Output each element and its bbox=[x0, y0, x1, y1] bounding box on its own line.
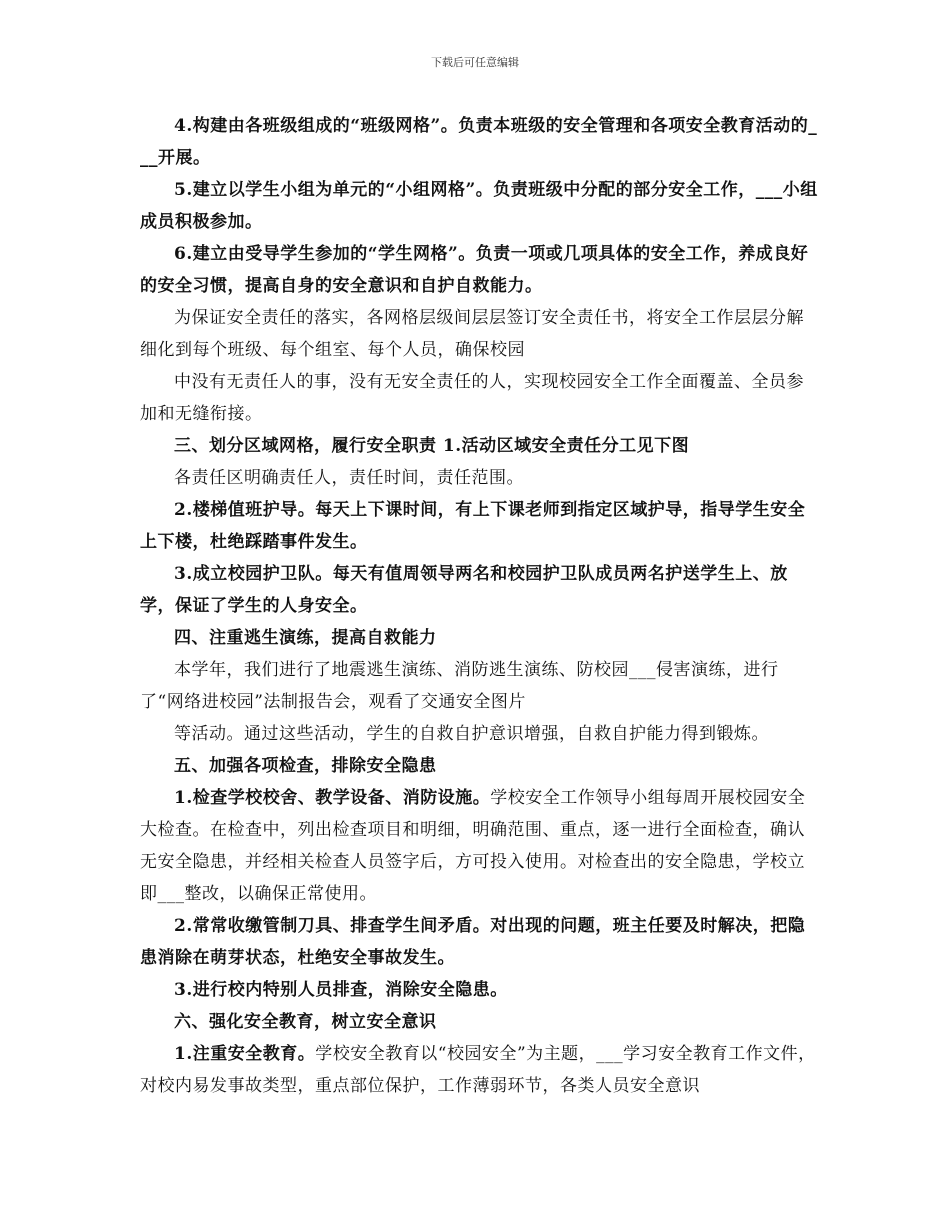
paragraph-8 bbox=[140, 494, 820, 558]
paragraph-13 bbox=[140, 750, 820, 782]
paragraph-17-bold: 六、强化安全教育，树立安全意识 bbox=[174, 1012, 437, 1032]
paragraph-6 bbox=[140, 430, 820, 462]
paragraph-17 bbox=[140, 1006, 820, 1038]
paragraph-14-bold: 1.检查学校校舍、教学设备、消防设施。 bbox=[174, 788, 491, 808]
paragraph-16-bold: 3.进行校内特别人员排查，消除安全隐患。 bbox=[174, 980, 508, 1000]
paragraph-16 bbox=[140, 974, 820, 1006]
paragraph-7 bbox=[140, 462, 820, 494]
paragraph-5 bbox=[140, 366, 820, 430]
paragraph-1-bold: 4.构建由各班级组成的“班级网格”。负责本班级的安全管理和各项安全教育活动的___开展。 bbox=[140, 116, 818, 168]
paragraph-2-bold: 5.建立以学生小组为单元的“小组网格”。负责班级中分配的部分安全工作，___小组成员积极参加。 bbox=[140, 180, 818, 232]
paragraph-15 bbox=[140, 910, 820, 974]
paragraph-9 bbox=[140, 558, 820, 622]
paragraph-4-text: 为保证安全责任的落实，各网格层级间层层签订安全责任书，将安全工作层层分解细化到每个班级、每个组室、每个人员，确保校园 bbox=[140, 308, 804, 360]
paragraph-4 bbox=[140, 302, 820, 366]
paragraph-9-bold: 3.成立校园护卫队。每天有值周领导两名和校园护卫队成员两名护送学生上、放学，保证了学生的人身安全。 bbox=[140, 564, 788, 616]
paragraph-7-text: 各责任区明确责任人，责任时间，责任范围。 bbox=[174, 468, 524, 488]
page-header: 下载后可任意编辑 bbox=[431, 56, 519, 69]
paragraph-3 bbox=[140, 238, 820, 302]
paragraph-3-bold: 6.建立由受导学生参加的“学生网格”。负责一项或几项具体的安全工作，养成良好的安全习惯，提高自身的安全意识和自护自救能力。 bbox=[140, 244, 809, 296]
document-body bbox=[140, 110, 820, 1102]
paragraph-18-bold: 1.注重安全教育。 bbox=[174, 1044, 316, 1064]
paragraph-2 bbox=[140, 174, 820, 238]
paragraph-11-text: 本学年，我们进行了地震逃生演练、消防逃生演练、防校园___侵害演练，进行了“网络进校园”法制报告会，观看了交通安全图片 bbox=[140, 660, 779, 712]
paragraph-6-bold: 三、划分区域网格，履行安全职责 1.活动区域安全责任分工见下图 bbox=[174, 436, 690, 456]
paragraph-11 bbox=[140, 654, 820, 718]
paragraph-13-bold: 五、加强各项检查，排除安全隐患 bbox=[174, 756, 437, 776]
paragraph-12 bbox=[140, 718, 820, 750]
paragraph-18 bbox=[140, 1038, 820, 1102]
paragraph-5-text: 中没有无责任人的事，没有无安全责任的人，实现校园安全工作全面覆盖、全员参加和无缝衔接。 bbox=[140, 372, 804, 424]
paragraph-18-text: 学校安全教育以“校园安全”为主题，___学习安全教育工作文件，对校内易发事故类型，重点部位保护，工作薄弱环节，各类人员安全意识 bbox=[140, 1044, 816, 1096]
paragraph-14-text: 学校安全工作领导小组每周开展校园安全大检查。在检查中，列出检查项目和明细，明确范围、重点，逐一进行全面检查，确认无安全隐患，并经相关检查人员签字后，方可投入使用。对检查出的安全隐患，学校立即___整改，以确保正常使用。 bbox=[140, 788, 806, 904]
paragraph-12-text: 等活动。通过这些活动，学生的自救自护意识增强，自救自护能力得到锻炼。 bbox=[174, 724, 769, 744]
paragraph-15-bold: 2.常常收缴管制刀具、排查学生间矛盾。对出现的问题，班主任要及时解决，把隐患消除在萌芽状态，杜绝安全事故发生。 bbox=[140, 916, 806, 968]
paragraph-14 bbox=[140, 782, 820, 910]
paragraph-1 bbox=[140, 110, 820, 174]
paragraph-10 bbox=[140, 622, 820, 654]
paragraph-8-bold: 2.楼梯值班护导。每天上下课时间，有上下课老师到指定区域护导，指导学生安全上下楼，杜绝踩踏事件发生。 bbox=[140, 500, 806, 552]
paragraph-10-bold: 四、注重逃生演练，提高自救能力 bbox=[174, 628, 437, 648]
